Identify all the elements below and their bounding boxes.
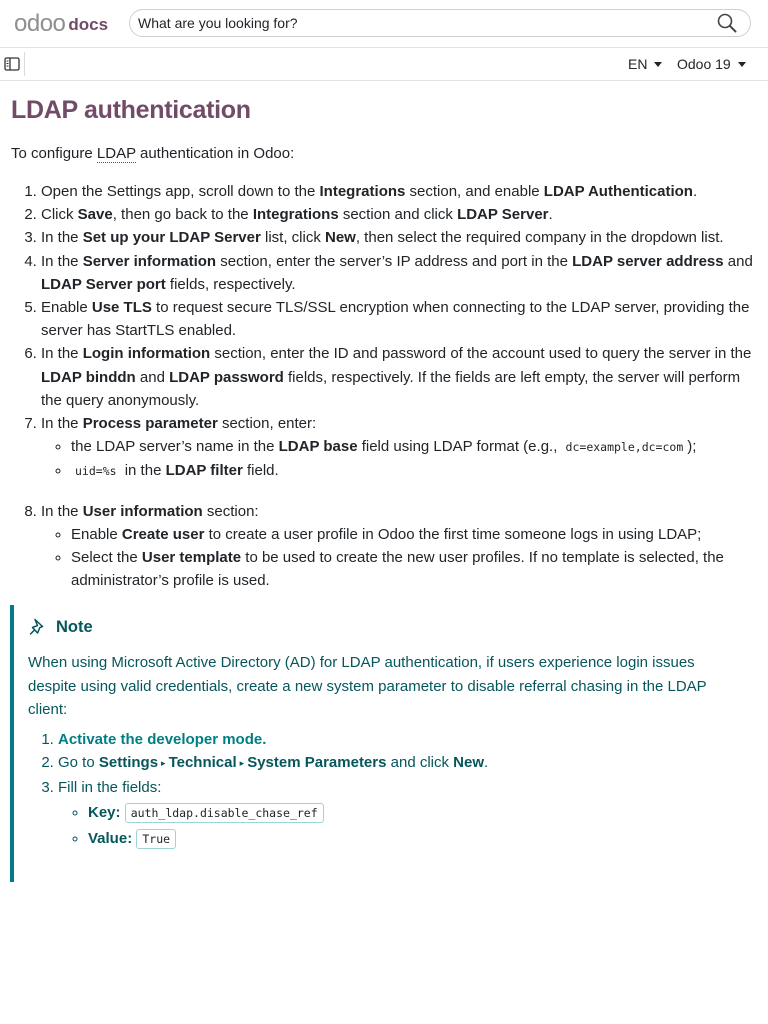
menu-path-system-parameters: System Parameters bbox=[247, 754, 387, 772]
odoo-docs-logo[interactable] bbox=[14, 0, 108, 47]
step-text: and bbox=[135, 368, 170, 386]
article-content bbox=[0, 96, 768, 882]
logo-docs-text: docs bbox=[68, 14, 109, 34]
step-text: field. bbox=[242, 462, 279, 480]
search-input[interactable] bbox=[130, 11, 716, 35]
logo-odoo-text: odoo bbox=[14, 9, 66, 37]
configuration-steps bbox=[11, 180, 756, 592]
step-text: the LDAP server’s name in the bbox=[71, 438, 279, 456]
step-7-sublist bbox=[41, 435, 756, 483]
search-box[interactable] bbox=[129, 9, 751, 37]
step-text: section, enter the ID and password of the account used to query the server in the bbox=[210, 345, 752, 363]
step-7-sub-1 bbox=[71, 435, 756, 459]
step-bold: Integrations bbox=[319, 183, 406, 200]
note-fields-list bbox=[58, 800, 741, 852]
intro-text: authentication in Odoo: bbox=[135, 145, 295, 162]
step-text: In the bbox=[41, 345, 83, 363]
step-text: field using LDAP format (e.g., bbox=[357, 438, 562, 456]
top-navbar bbox=[0, 0, 768, 48]
step-bold: LDAP filter bbox=[165, 462, 243, 480]
menu-separator-icon: ▸ bbox=[161, 758, 166, 769]
step-bold: LDAP base bbox=[278, 438, 358, 456]
version-dropdown[interactable] bbox=[677, 48, 746, 80]
key-label: Key bbox=[88, 803, 116, 821]
step-text: section and click bbox=[338, 206, 458, 224]
inline-code: dc=example,dc=com bbox=[565, 440, 684, 455]
step-text: to be used to create the new user profiles. If no template is selected, the administrator’s profile is used. bbox=[71, 549, 724, 590]
developer-mode-link[interactable]: Activate the developer mode. bbox=[58, 731, 267, 749]
value-field-item bbox=[88, 826, 741, 852]
value-value-code: True bbox=[136, 829, 176, 849]
value-label: Value bbox=[88, 829, 128, 847]
note-steps bbox=[28, 728, 741, 852]
step-bold: Set up your LDAP Server bbox=[82, 229, 261, 247]
note-title: Note bbox=[56, 617, 93, 636]
step-bold: Server information bbox=[82, 252, 217, 270]
step-text: Go to bbox=[58, 754, 99, 772]
step-bold: Process parameter bbox=[82, 415, 218, 433]
step-bold: LDAP server address bbox=[572, 252, 724, 270]
step-8-sublist bbox=[41, 523, 756, 593]
search-icon[interactable] bbox=[716, 12, 738, 34]
step-bold: LDAP binddn bbox=[41, 368, 136, 386]
step-bold: New bbox=[325, 229, 356, 247]
step-6 bbox=[41, 342, 756, 412]
step-text: to request secure TLS/SSL encryption when connecting to the LDAP server, providing the server has StartTLS enabled. bbox=[41, 299, 750, 340]
step-7 bbox=[41, 412, 756, 484]
step-text: section, and enable bbox=[405, 183, 544, 200]
note-step-3 bbox=[58, 776, 741, 851]
step-8-sub-1 bbox=[71, 523, 756, 546]
colon: : bbox=[127, 829, 133, 847]
step-text: Click bbox=[41, 206, 78, 224]
step-1 bbox=[41, 180, 756, 203]
step-text: . bbox=[548, 206, 553, 224]
step-text: In the bbox=[41, 415, 83, 433]
menu-separator-icon: ▸ bbox=[239, 758, 245, 769]
step-text: to create a user profile in Odoo the first time someone logs in using LDAP; bbox=[204, 525, 702, 543]
step-bold: New bbox=[453, 754, 485, 772]
step-text: In the bbox=[41, 229, 83, 247]
step-bold: LDAP Server port bbox=[41, 275, 166, 293]
step-8-sub-2 bbox=[71, 546, 756, 592]
step-text: In the bbox=[41, 502, 83, 520]
step-text: Enable bbox=[41, 299, 92, 317]
step-text: In the bbox=[41, 252, 83, 270]
step-text: list, click bbox=[260, 229, 325, 247]
step-text: , then go back to the bbox=[112, 206, 253, 224]
language-label: EN bbox=[628, 56, 648, 72]
note-step-1 bbox=[58, 728, 741, 751]
step-3 bbox=[41, 226, 756, 249]
colon: : bbox=[115, 803, 121, 821]
step-text: section, enter: bbox=[217, 415, 317, 433]
step-text: Select the bbox=[71, 549, 142, 567]
sub-navbar bbox=[0, 48, 768, 81]
step-text: and bbox=[723, 252, 753, 270]
language-dropdown[interactable] bbox=[628, 48, 662, 80]
page-title: LDAP authentication bbox=[11, 96, 251, 124]
step-text: section: bbox=[202, 502, 259, 520]
inline-code: uid=%s bbox=[75, 464, 117, 479]
note-heading bbox=[28, 617, 741, 637]
step-text: , then select the required company in the dropdown list. bbox=[355, 229, 724, 247]
menu-path-technical: Technical bbox=[168, 754, 237, 772]
step-bold: User template bbox=[141, 549, 242, 567]
step-text: Open the Settings app, scroll down to the bbox=[41, 183, 320, 200]
step-text: . bbox=[692, 183, 698, 200]
key-field-item bbox=[88, 800, 741, 826]
step-text: section, enter the server’s IP address and port in the bbox=[216, 252, 573, 270]
step-text: fields, respectively. If the fields are left empty, the server will perform the query anonymously. bbox=[41, 368, 741, 409]
step-bold: LDAP Server bbox=[457, 206, 549, 224]
sidebar-toggle-button[interactable] bbox=[0, 52, 25, 76]
step-8 bbox=[41, 500, 756, 593]
key-value-code: auth_ldap.disable_chase_ref bbox=[125, 803, 324, 823]
intro-text: To configure bbox=[11, 145, 97, 162]
version-label: Odoo 19 bbox=[677, 56, 731, 72]
step-4 bbox=[41, 250, 756, 296]
step-bold: Create user bbox=[121, 525, 205, 543]
menu-path-settings: Settings bbox=[98, 754, 159, 772]
step-5 bbox=[41, 296, 756, 342]
step-bold: Integrations bbox=[252, 206, 339, 224]
note-pin-icon bbox=[28, 617, 48, 637]
chevron-down-icon bbox=[738, 62, 746, 67]
step-text: in the bbox=[120, 462, 166, 480]
note-step-2 bbox=[58, 751, 741, 776]
step-7-sub-2 bbox=[71, 459, 756, 483]
step-bold: Use TLS bbox=[91, 299, 152, 317]
step-bold: Login information bbox=[82, 345, 211, 363]
step-bold: Save bbox=[77, 206, 113, 224]
step-2 bbox=[41, 203, 756, 226]
step-bold: User information bbox=[82, 502, 203, 520]
sidebar-toggle-icon bbox=[4, 57, 20, 71]
step-text: Enable bbox=[71, 525, 122, 543]
step-text: Fill in the fields: bbox=[58, 779, 162, 797]
step-text: . bbox=[484, 754, 489, 772]
note-admonition bbox=[10, 605, 755, 881]
step-bold: LDAP Authentication bbox=[543, 183, 693, 200]
step-text: ); bbox=[687, 438, 697, 456]
chevron-down-icon bbox=[654, 62, 662, 67]
note-body: When using Microsoft Active Directory (AD) for LDAP authentication, if users experience login issues despite using valid credentials, create a new system parameter to disable referral chasing in the LDAP client: bbox=[28, 654, 707, 718]
step-text: fields, respectively. bbox=[165, 275, 296, 293]
ldap-abbreviation[interactable]: LDAP bbox=[96, 145, 136, 162]
intro-paragraph bbox=[11, 142, 756, 165]
step-text: and click bbox=[386, 754, 454, 772]
step-bold: LDAP password bbox=[169, 368, 284, 386]
